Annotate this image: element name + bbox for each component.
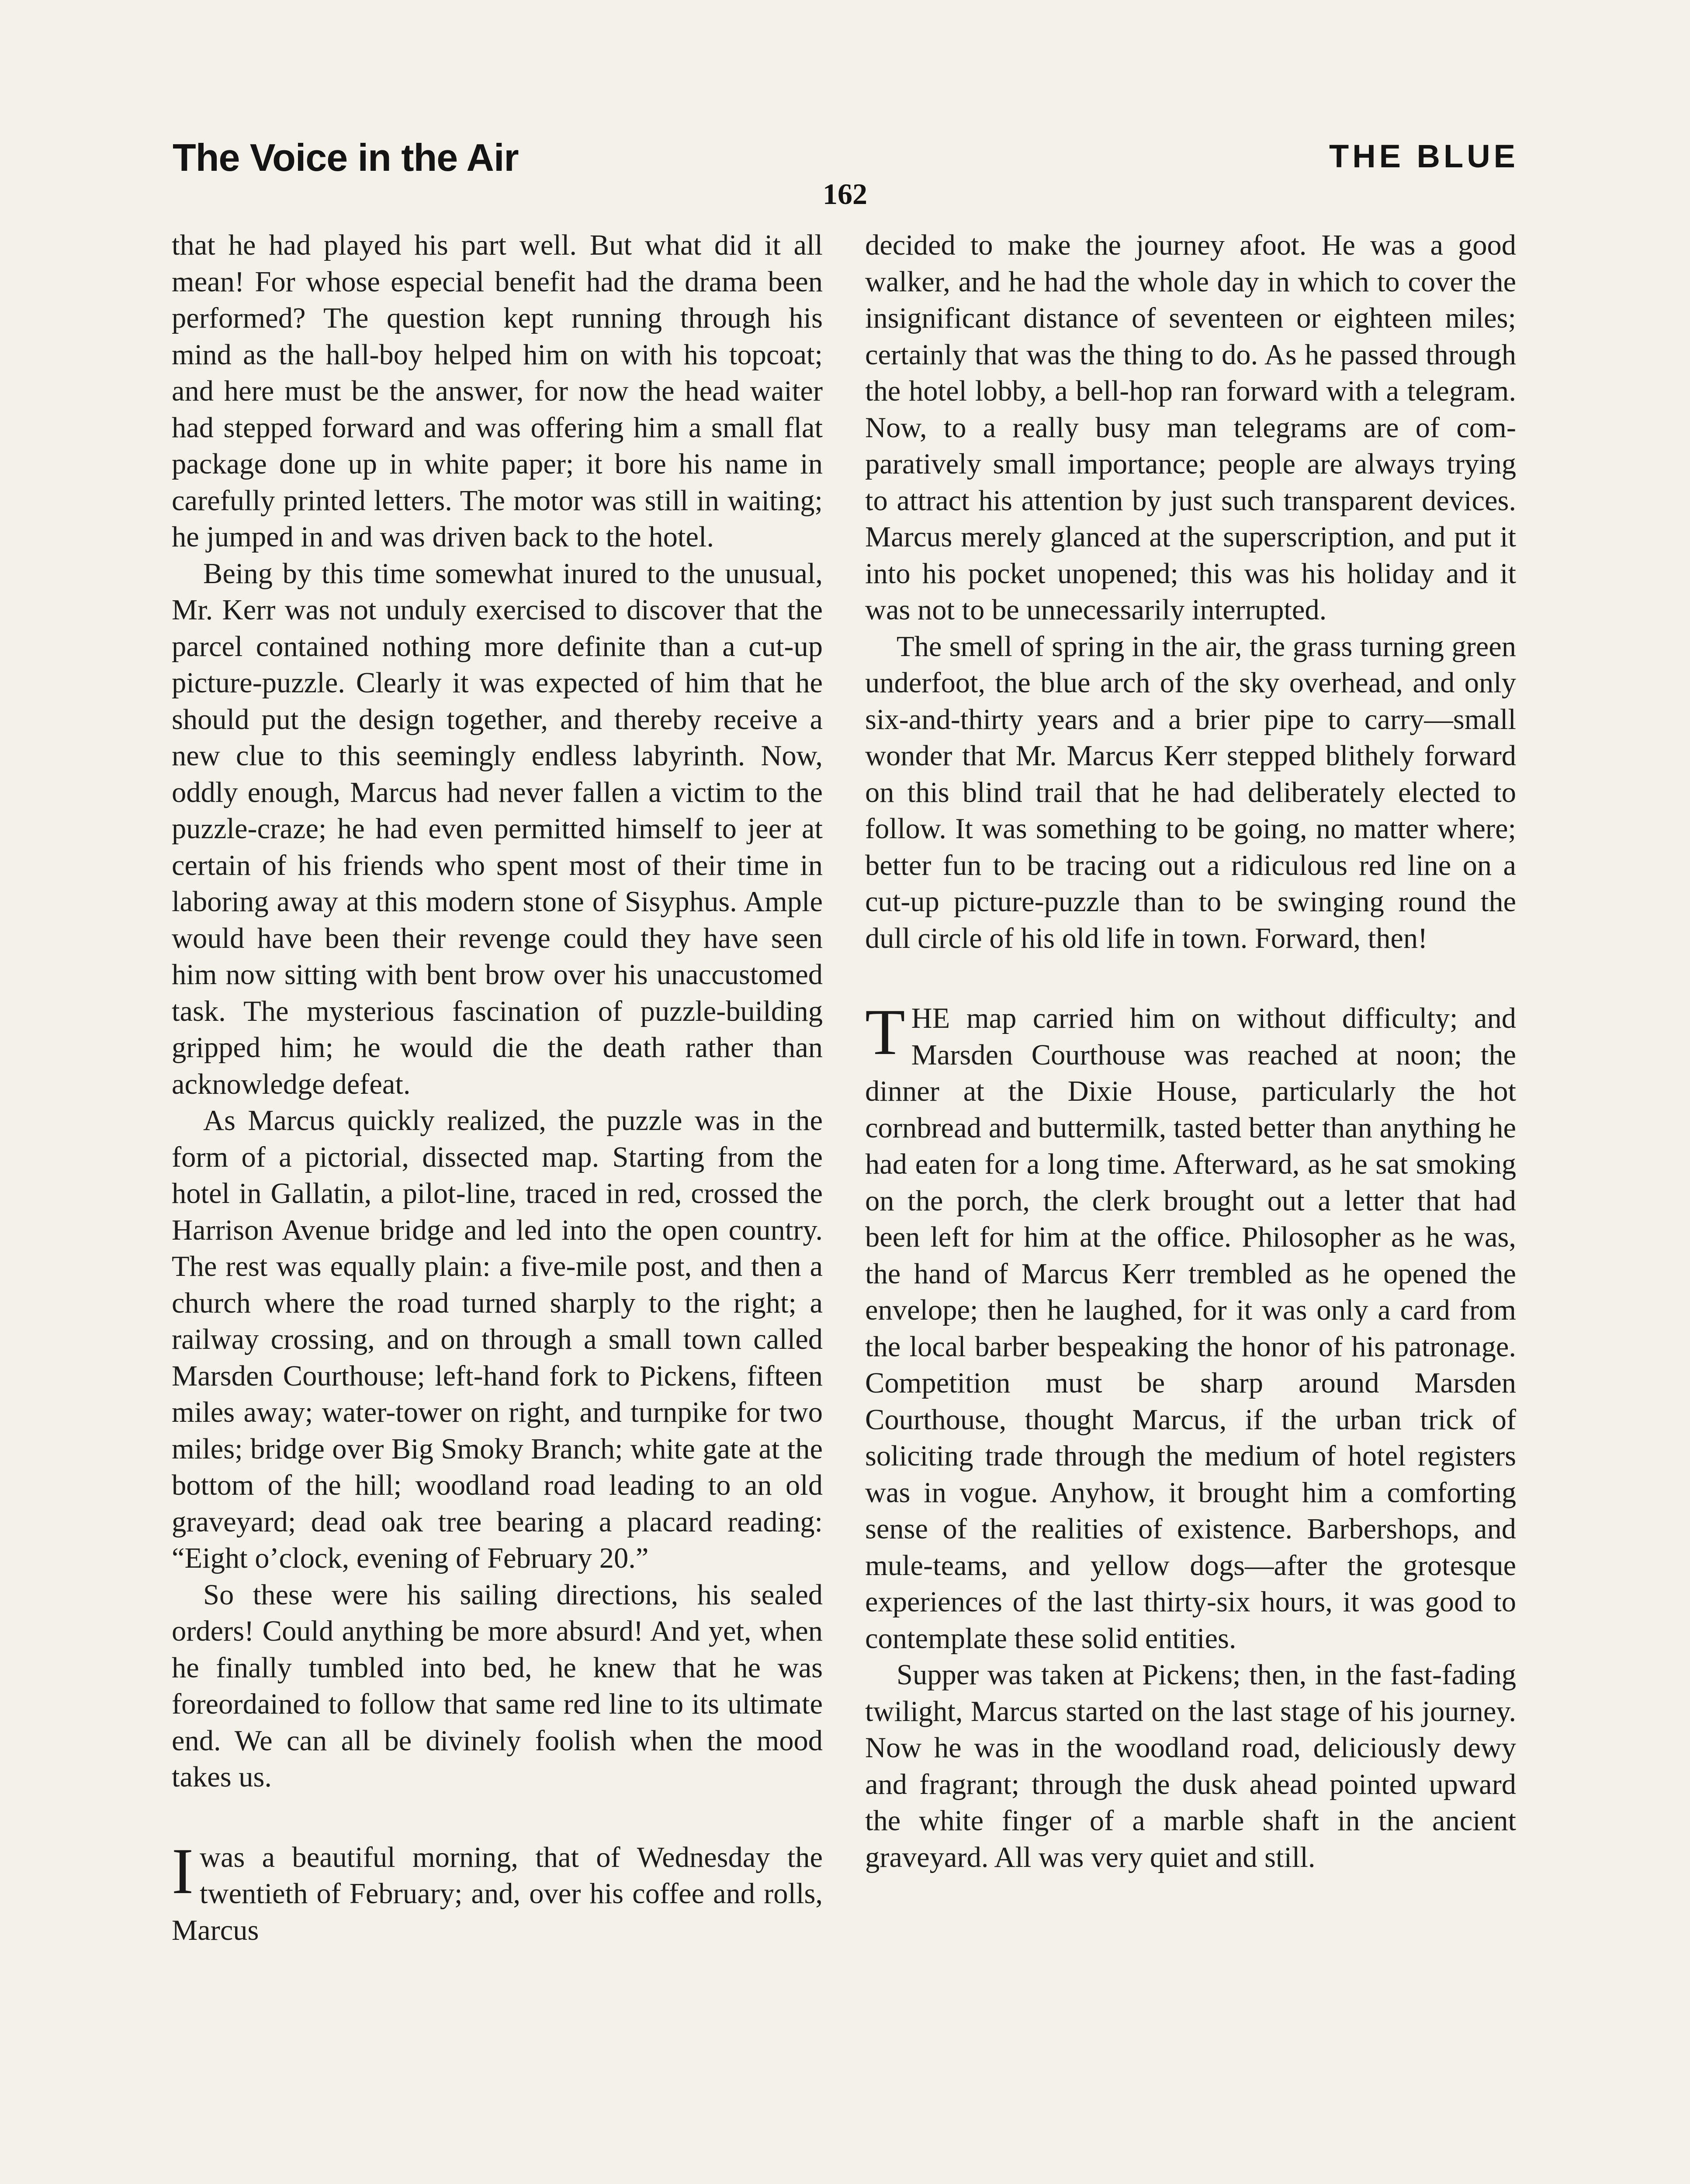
paragraph: Supper was taken at Pickens; then, in the fast-fading twilight, Marcus started on the last stage of his journey. Now he was in the woodland road, deliciously dewy and fragrant; through the dusk ahead pointed upward the white finger of a marble shaft in the ancient graveyard. All was very quiet and still. (865, 1659, 1516, 1873)
section-opening-paragraph (865, 996, 1516, 1657)
paragraph: The smell of spring in the air, the grass turning green underfoot, the blue arch of the sky overhead, and only six-and-thirty years and a brier pipe to carry—small wonder that Mr. Marcus Kerr stepped blithely forward on this blind trail that he had deliberately elected to follow. It was something to be going, no matter where; better fun to be tracing out a ridiculous red line on a cut-up picture-puzzle than to be swinging round the dull circle of his old life in town. Forward, then! (865, 630, 1516, 954)
paragraph-text: HE map carried him on without difficulty; and Marsden Courthouse was reached at noon; the dinner at the Dixie House, particularly the hot cornbread and buttermilk, tasted better than anything he had eaten for a long time. Afterward, as he sat smoking on the porch, the clerk brought out a letter that had been left for him at the office. Philosopher as he was, the hand of Marcus Kerr trembled as he opened the envelope; then he laughed, for it was only a card from the local barber bespeaking the honor of his patronage. Competition must be sharp around Marsden Courthouse, thought Marcus, if the urban trick of soliciting trade through the medium of hotel registers was in vogue. Anyhow, it brought him a comforting sense of the realities of existence. Barbershops, and mule-teams, and yellow dogs—after the grotesque experiences of the last thirty-six hours, it was good to contemplate these solid entities. (865, 1002, 1516, 1655)
paragraph: decided to make the journey afoot. He was a good walker, and he had the whole day in which to cover the insignificant distance of seventeen or eighteen miles; certainly that was the thing to do. As he passed through the hotel lobby, a bell-hop ran forward with a telegram. Now, to a really busy man telegrams are of comparatively small importance; people are always trying to attract his attention by just such transparent devices. Marcus merely glanced at the superscription, and put it into his pocket unopened; this was his holiday and it was not to be unnecessarily interrupted. (865, 229, 1516, 626)
section-name: THE BLUE (1329, 138, 1519, 174)
section-break (172, 1796, 823, 1839)
left-column (172, 227, 823, 1949)
paragraph: Being by this time somewhat inured to the unusual, Mr. Kerr was not unduly exercised to discover that the parcel contained nothing more definite than a cut-up picture-puzzle. Clearly it was expected of him that he should put the design together, and thereby receive a new clue to this seemingly endless labyrinth. Now, oddly enough, Marcus had never fallen a victim to the puzzle-craze; he had even permitted himself to jeer at certain of his friends who spent most of their time in laboring away at this modern stone of Sisyphus. Ample would have been their revenge could they have seen him now sitting with bent brow over his unaccustomed task. The mysterious fascination of puzzle-building gripped him; he would die the death rather than acknowledge defeat. (172, 557, 823, 1100)
paragraph: So these were his sailing directions, his sealed orders! Could anything be more absurd! And yet, when he finally tumbled into bed, he knew that he was foreordained to follow that same red line to its ultimate end. We can all be divinely foolish when the mood takes us. (172, 1579, 823, 1793)
paragraph: that he had played his part well. But what did it all mean! For whose especial benefit had the drama been performed? The question kept running through his mind as the hall-boy helped him on with his topcoat; and here must be the answer, for now the head waiter had stepped forward and was offering him a small flat package done up in white paper; it bore his name in carefully printed letters. The motor was still in waiting; he jumped in and was driven back to the hotel. (172, 229, 823, 553)
section-opening-paragraph (172, 1835, 823, 1949)
drop-cap: T (865, 996, 905, 1068)
right-column (865, 227, 1516, 1876)
page-number: 162 (823, 177, 867, 211)
drop-cap: I (172, 1835, 194, 1908)
paragraph-text: was a beautiful morning, that of Wednesday the twentieth of February; and, over his coffee and rolls, Marcus (172, 1841, 823, 1946)
section-break (865, 957, 1516, 1000)
running-title: The Voice in the Air (173, 136, 519, 179)
paragraph: As Marcus quickly realized, the puzzle was in the form of a pictorial, dissected map. Starting from the hotel in Gallatin, a pilot-line, traced in red, crossed the Harrison Avenue bridge and led into the open country. The rest was equally plain: a five-mile post, and then a church where the road turned sharply to the right; a railway crossing, and on through a small town called Marsden Courthouse; left-hand fork to Pickens, fifteen miles away; water-tower on right, and turnpike for two miles; bridge over Big Smoky Branch; white gate at the bottom of the hill; woodland road leading to an old graveyard; dead oak tree bearing a placard reading: “Eight o’clock, evening of February 20.” (172, 1105, 823, 1574)
